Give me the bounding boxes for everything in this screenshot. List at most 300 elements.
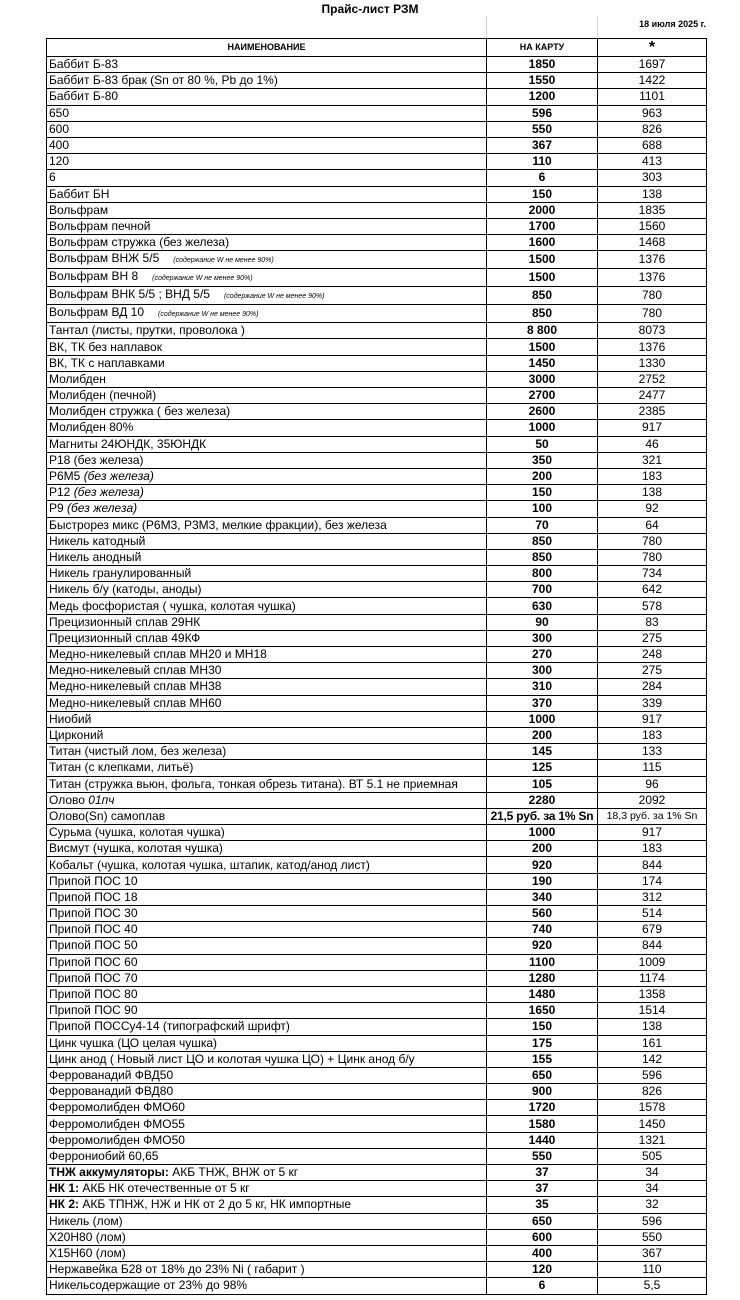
price-star: 844 — [598, 857, 707, 873]
price-card: 800 — [487, 566, 598, 582]
table-row — [47, 906, 707, 922]
item-name — [47, 906, 487, 922]
price-card: 1000 — [487, 420, 598, 436]
table-row — [47, 808, 707, 824]
item-name-text: Феррованадий ФВД50 — [49, 1067, 174, 1082]
item-name — [47, 630, 487, 646]
item-name — [47, 1165, 487, 1181]
price-star: 2477 — [598, 388, 707, 404]
table-row — [47, 89, 707, 105]
price-star: 133 — [598, 744, 707, 760]
item-name-text: Баббит Б-83 брак (Sn от 80 %, Pb до 1%) — [49, 73, 278, 88]
table-row — [47, 404, 707, 420]
table-row — [47, 873, 707, 889]
item-name-text: АКБ ТПНЖ, НЖ и НК от 2 до 5 кг, НК импортные — [79, 1197, 352, 1212]
price-card: 37 — [487, 1165, 598, 1181]
item-name — [47, 744, 487, 760]
item-name — [47, 501, 487, 517]
item-name — [47, 970, 487, 986]
item-name — [47, 792, 487, 808]
item-name-text: Припой ПОС 18 — [49, 889, 138, 904]
price-card: 1000 — [487, 825, 598, 841]
price-card: 400 — [487, 1245, 598, 1261]
item-name — [47, 825, 487, 841]
price-card: 145 — [487, 744, 598, 760]
price-card: 1500 — [487, 339, 598, 355]
item-name — [47, 647, 487, 663]
item-name-text: Никель гранулированный — [49, 566, 192, 581]
item-name — [47, 218, 487, 234]
price-card: 1700 — [487, 218, 598, 234]
price-star: 138 — [598, 1019, 707, 1035]
item-name-text: Медно-никелевый сплав МН60 — [49, 695, 222, 710]
table-row — [47, 970, 707, 986]
item-name-text: Р9 — [49, 501, 68, 516]
item-name-text: Р6М5 — [49, 469, 84, 484]
item-name-text: Припой ПОС 60 — [49, 954, 138, 969]
price-star: 780 — [598, 549, 707, 565]
table-row — [47, 549, 707, 565]
item-name — [47, 1035, 487, 1051]
item-name — [47, 776, 487, 792]
table-row — [47, 1165, 707, 1181]
price-card: 105 — [487, 776, 598, 792]
item-name-text: ВК, ТК с наплавками — [49, 355, 165, 370]
item-note: (содержание W не менее 90%) — [173, 257, 274, 265]
item-name — [47, 1262, 487, 1278]
price-card: 740 — [487, 922, 598, 938]
price-star: 92 — [598, 501, 707, 517]
price-star: 284 — [598, 679, 707, 695]
price-star: 917 — [598, 420, 707, 436]
price-table — [46, 38, 707, 1295]
price-card: 50 — [487, 436, 598, 452]
price-star: 321 — [598, 452, 707, 468]
item-name-text: 120 — [49, 154, 70, 169]
item-name-text: Медь фосфористая ( чушка, колотая чушка) — [49, 598, 296, 613]
item-name-text: Р18 (без железа) — [49, 452, 144, 467]
table-row — [47, 485, 707, 501]
price-card: 1000 — [487, 711, 598, 727]
price-star: 514 — [598, 906, 707, 922]
price-card: 920 — [487, 857, 598, 873]
table-row — [47, 663, 707, 679]
table-row — [47, 1181, 707, 1197]
item-name-text: Медно-никелевый сплав МН38 — [49, 679, 222, 694]
item-name-text: Никель б/у (катоды, аноды) — [49, 582, 202, 597]
table-row — [47, 1213, 707, 1229]
price-star: 18,3 руб. за 1% Sn — [598, 808, 707, 824]
item-name-text: Тантал (листы, прутки, проволока ) — [49, 323, 245, 338]
item-name — [47, 695, 487, 711]
table-row — [47, 218, 707, 234]
item-name-text: Цинк анод ( Новый лист ЦО и колотая чушка ЦО) + Цинк анод б/у — [49, 1051, 415, 1066]
item-name-text: Олово(Sn) самоплав — [49, 808, 166, 823]
price-star: 1468 — [598, 235, 707, 251]
item-name — [47, 468, 487, 484]
price-card: 850 — [487, 533, 598, 549]
price-card: 155 — [487, 1051, 598, 1067]
item-name — [47, 938, 487, 954]
price-star: 917 — [598, 711, 707, 727]
table-row — [47, 986, 707, 1002]
grid-line — [486, 16, 487, 38]
item-note: (содержание W не менее 90%) — [158, 311, 259, 319]
item-name — [47, 679, 487, 695]
item-name — [47, 1229, 487, 1245]
price-star: 2385 — [598, 404, 707, 420]
price-star: 596 — [598, 1213, 707, 1229]
table-row — [47, 1148, 707, 1164]
item-name — [47, 1213, 487, 1229]
price-star: 826 — [598, 1084, 707, 1100]
item-category: НК 2: — [49, 1197, 79, 1212]
table-row — [47, 186, 707, 202]
price-star: 34 — [598, 1165, 707, 1181]
item-name-text: Прецизионный сплав 29НК — [49, 614, 201, 629]
item-name — [47, 1067, 487, 1083]
item-name — [47, 1181, 487, 1197]
price-card: 200 — [487, 841, 598, 857]
price-date: 18 июля 2025 г. — [639, 19, 706, 29]
price-star: 312 — [598, 889, 707, 905]
price-card: 920 — [487, 938, 598, 954]
table-row — [47, 938, 707, 954]
table-row — [47, 630, 707, 646]
price-star: 34 — [598, 1181, 707, 1197]
item-name-text: Олово — [49, 792, 89, 807]
item-name-text: Никель анодный — [49, 549, 142, 564]
price-card: 550 — [487, 1148, 598, 1164]
item-name — [47, 1132, 487, 1148]
price-card: 3000 — [487, 371, 598, 387]
item-qualifier: 01пч — [88, 792, 115, 807]
item-name-text: Никель катодный — [49, 533, 146, 548]
price-card: 37 — [487, 1181, 598, 1197]
price-star: 5,5 — [598, 1278, 707, 1294]
table-row — [47, 695, 707, 711]
item-name-text: Висмут (чушка, колотая чушка) — [49, 841, 223, 856]
item-name — [47, 436, 487, 452]
price-star: 303 — [598, 170, 707, 186]
table-row — [47, 1245, 707, 1261]
price-star: 1321 — [598, 1132, 707, 1148]
item-name-text: Вольфрам ВД 10 — [49, 305, 145, 320]
price-star: 642 — [598, 582, 707, 598]
item-name-text: Припой ПОС 70 — [49, 970, 138, 985]
price-card: 6 — [487, 1278, 598, 1294]
item-name-text: Сурьма (чушка, колотая чушка) — [49, 825, 225, 840]
price-star: 1101 — [598, 89, 707, 105]
item-name — [47, 1245, 487, 1261]
table-row — [47, 922, 707, 938]
item-name-text: Припой ПОС 30 — [49, 906, 138, 921]
item-name — [47, 186, 487, 202]
table-row — [47, 566, 707, 582]
item-name-text: Молибден 80% — [49, 420, 134, 435]
item-name-text: 650 — [49, 105, 70, 120]
price-star: 339 — [598, 695, 707, 711]
price-star: 1009 — [598, 954, 707, 970]
item-name-text: Цирконий — [49, 728, 104, 743]
item-name-text: Ферромолибден ФМО50 — [49, 1132, 185, 1147]
table-row — [47, 269, 707, 287]
item-name-text: Р12 — [49, 485, 74, 500]
table-row — [47, 452, 707, 468]
item-name — [47, 841, 487, 857]
item-name-text: Припой ПОС 50 — [49, 938, 138, 953]
price-star: 183 — [598, 468, 707, 484]
item-name-text: Припой ПОС 80 — [49, 987, 138, 1002]
item-name-text: Припой ПОССу4-14 (типографский шрифт) — [49, 1019, 290, 1034]
table-row — [47, 857, 707, 873]
price-card: 6 — [487, 170, 598, 186]
table-row — [47, 287, 707, 305]
price-card: 1600 — [487, 235, 598, 251]
table-row — [47, 1262, 707, 1278]
item-name-text: Припой ПОС 40 — [49, 922, 138, 937]
price-card: 850 — [487, 549, 598, 565]
table-row — [47, 420, 707, 436]
price-card: 630 — [487, 598, 598, 614]
price-star: 1422 — [598, 73, 707, 89]
table-row — [47, 841, 707, 857]
item-note: (содержание W не менее 90%) — [152, 275, 253, 283]
item-name — [47, 89, 487, 105]
price-star: 138 — [598, 485, 707, 501]
price-card: 1500 — [487, 251, 598, 269]
table-row — [47, 727, 707, 743]
item-name-text: Вольфрам — [49, 202, 109, 217]
table-row — [47, 647, 707, 663]
price-star: 115 — [598, 760, 707, 776]
table-row — [47, 1197, 707, 1213]
item-name — [47, 711, 487, 727]
item-qualifier: (без железа) — [83, 469, 154, 484]
item-name — [47, 954, 487, 970]
price-star: 275 — [598, 663, 707, 679]
price-card: 370 — [487, 695, 598, 711]
price-star: 505 — [598, 1148, 707, 1164]
item-name — [47, 420, 487, 436]
item-name — [47, 170, 487, 186]
price-star: 780 — [598, 305, 707, 323]
table-row — [47, 1116, 707, 1132]
item-name — [47, 1084, 487, 1100]
table-row — [47, 339, 707, 355]
table-row — [47, 582, 707, 598]
price-card: 100 — [487, 501, 598, 517]
table-row — [47, 1278, 707, 1294]
item-name — [47, 986, 487, 1002]
item-name-text: Вольфрам печной — [49, 218, 151, 233]
price-star: 1358 — [598, 986, 707, 1002]
item-name-text: Молибден — [49, 371, 106, 386]
item-name — [47, 202, 487, 218]
item-name — [47, 566, 487, 582]
table-row — [47, 501, 707, 517]
price-star: 110 — [598, 1262, 707, 1278]
item-note: (содержание W не менее 90%) — [223, 293, 325, 301]
table-row — [47, 137, 707, 153]
price-card: 596 — [487, 105, 598, 121]
table-row — [47, 760, 707, 776]
price-card: 550 — [487, 121, 598, 137]
item-name — [47, 388, 487, 404]
item-name — [47, 235, 487, 251]
table-row — [47, 1019, 707, 1035]
price-star: 688 — [598, 137, 707, 153]
table-row — [47, 323, 707, 339]
price-star: 138 — [598, 186, 707, 202]
header-row — [47, 39, 707, 57]
price-card: 150 — [487, 1019, 598, 1035]
price-card: 300 — [487, 630, 598, 646]
price-star: 780 — [598, 287, 707, 305]
table-row — [47, 517, 707, 533]
table-row — [47, 1084, 707, 1100]
table-row — [47, 202, 707, 218]
price-card: 1850 — [487, 57, 598, 73]
price-card: 1720 — [487, 1100, 598, 1116]
item-name — [47, 533, 487, 549]
item-name — [47, 857, 487, 873]
item-name — [47, 137, 487, 153]
item-name-text: Феррованадий ФВД80 — [49, 1084, 174, 1099]
table-row — [47, 57, 707, 73]
price-card: 1580 — [487, 1116, 598, 1132]
price-star: 963 — [598, 105, 707, 121]
table-row — [47, 1035, 707, 1051]
item-name — [47, 485, 487, 501]
price-card: 120 — [487, 1262, 598, 1278]
item-name — [47, 251, 487, 269]
table-row — [47, 1067, 707, 1083]
table-row — [47, 468, 707, 484]
item-name-text: Цинк чушка (ЦО целая чушка) — [49, 1035, 218, 1050]
item-name-text: Кобальт (чушка, колотая чушка, штапик, катод/анод лист) — [49, 857, 370, 872]
price-star: 917 — [598, 825, 707, 841]
price-star: 367 — [598, 1245, 707, 1261]
item-name — [47, 323, 487, 339]
price-card: 367 — [487, 137, 598, 153]
header-card: НА КАРТУ — [487, 39, 598, 57]
item-name-text: Вольфрам стружка (без железа) — [49, 235, 230, 250]
table-row — [47, 235, 707, 251]
item-name-text: Баббит Б-83 — [49, 57, 119, 72]
page-title: Прайс-лист РЗМ — [321, 2, 419, 16]
table-row — [47, 776, 707, 792]
item-name-text: Нержавейка Б28 от 18% до 23% Ni ( габарит ) — [49, 1262, 305, 1277]
price-card: 175 — [487, 1035, 598, 1051]
table-row — [47, 388, 707, 404]
price-star: 780 — [598, 533, 707, 549]
price-card: 1450 — [487, 355, 598, 371]
item-name-text: Припой ПОС 10 — [49, 873, 138, 888]
table-row — [47, 1229, 707, 1245]
item-name — [47, 1148, 487, 1164]
price-star: 32 — [598, 1197, 707, 1213]
price-star: 174 — [598, 873, 707, 889]
price-card: 1280 — [487, 970, 598, 986]
item-name — [47, 452, 487, 468]
item-name — [47, 57, 487, 73]
item-name-text: Вольфрам ВНК 5/5 ; ВНД 5/5 — [49, 287, 210, 302]
price-card: 2700 — [487, 388, 598, 404]
item-name — [47, 808, 487, 824]
price-card: 850 — [487, 305, 598, 323]
table-row — [47, 1132, 707, 1148]
table-row — [47, 1003, 707, 1019]
item-name-text: Никель (лом) — [49, 1213, 123, 1228]
price-star: 1697 — [598, 57, 707, 73]
table-row — [47, 533, 707, 549]
item-name-text: Припой ПОС 90 — [49, 1003, 138, 1018]
item-name-text: Прецизионный сплав 49КФ — [49, 630, 201, 645]
price-card: 310 — [487, 679, 598, 695]
item-name — [47, 287, 487, 305]
item-name-text: Никельсодержащие от 23% до 98% — [49, 1278, 248, 1293]
price-card: 1650 — [487, 1003, 598, 1019]
table-row — [47, 598, 707, 614]
item-name — [47, 517, 487, 533]
table-row — [47, 154, 707, 170]
price-star: 679 — [598, 922, 707, 938]
header-star: * — [598, 39, 707, 57]
table-row — [47, 73, 707, 89]
item-name-text: АКБ НК отечественные от 5 кг — [79, 1181, 250, 1196]
price-card: 850 — [487, 287, 598, 305]
item-name-text: Баббит БН — [49, 186, 110, 201]
price-card: 1480 — [487, 986, 598, 1002]
price-card: 190 — [487, 873, 598, 889]
price-star: 1376 — [598, 339, 707, 355]
price-card: 650 — [487, 1213, 598, 1229]
item-category: НК 1: — [49, 1181, 79, 1196]
item-name-text: Вольфрам ВН 8 — [49, 269, 139, 284]
item-name — [47, 73, 487, 89]
price-star: 2092 — [598, 792, 707, 808]
price-star: 1450 — [598, 1116, 707, 1132]
price-star: 83 — [598, 614, 707, 630]
price-card: 1100 — [487, 954, 598, 970]
item-name-text: Титан (стружка вьюн, фольга, тонкая обрезь титана). ВТ 5.1 не приемная — [49, 776, 458, 791]
price-card: 70 — [487, 517, 598, 533]
item-name — [47, 1051, 487, 1067]
item-name — [47, 922, 487, 938]
item-name — [47, 1116, 487, 1132]
item-name-text: ВК, ТК без наплавок — [49, 339, 162, 354]
grid-line — [597, 16, 598, 38]
price-star: 550 — [598, 1229, 707, 1245]
item-name-text: Феррониобий 60,65 — [49, 1148, 159, 1163]
item-name — [47, 339, 487, 355]
item-name — [47, 873, 487, 889]
table-row — [47, 355, 707, 371]
item-name-text: 6 — [49, 170, 56, 185]
table-row — [47, 305, 707, 323]
item-name — [47, 727, 487, 743]
price-star: 2752 — [598, 371, 707, 387]
price-star: 161 — [598, 1035, 707, 1051]
item-name — [47, 1197, 487, 1213]
table-row — [47, 371, 707, 387]
table-row — [47, 679, 707, 695]
price-star: 275 — [598, 630, 707, 646]
item-name-text: Молибден (печной) — [49, 388, 157, 403]
item-name — [47, 371, 487, 387]
table-row — [47, 436, 707, 452]
